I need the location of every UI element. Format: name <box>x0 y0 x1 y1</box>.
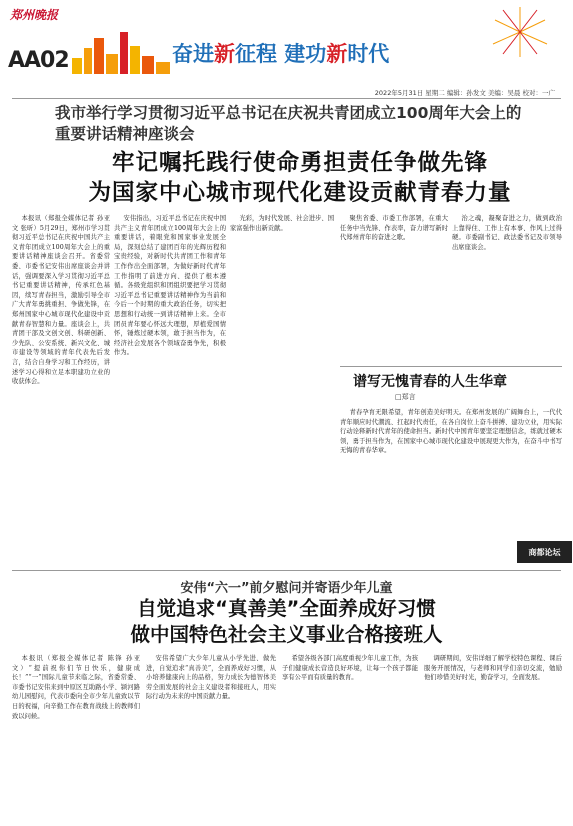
banner-slogan: 奋进新征程 建功新时代 <box>172 42 390 66</box>
lead-column-3: 光彩，为时代发展、社会进步、国家富强作出新贡献。 <box>230 215 334 232</box>
commentary-body: 青春孕育无限希望，青年创造美好明天。在郑州发展的广阔舞台上，一代代青年顺应时代潮流、扛起时代责任，在各自岗位上奋斗拼搏、建功立业，用实际行动诠释新时代青年的使命担当。新时代中国青年要坚定理想信念，练就过硬本领，勇于担当作为，在国家中心城市现代化建设中展现更大作为，在奋斗中书写无悔的青春华章。 <box>340 409 562 455</box>
second-kicker: 安伟“六一”前夕慰问并寄语少年儿童 <box>180 581 393 596</box>
city-skyline-icon <box>72 28 172 74</box>
divider <box>12 98 561 99</box>
commentary-author: □郑言 <box>395 393 416 401</box>
commentary-title: 谱写无愧青春的人生华章 <box>353 374 507 390</box>
page-number: AA02 <box>8 48 69 73</box>
divider <box>12 570 561 571</box>
lead-headline-line2: 为国家中心城市现代化建设贡献青春力量 <box>88 180 512 206</box>
dateline: 2022年5月31日 星期二 编辑：孙发文 美编：吴晨 校对：一广 <box>374 89 555 97</box>
second-column-1: 本报讯（郑报全媒体记者 陈锋 孙亚文）“提前祝你们节日快乐，健康成长！”“一”国际儿童节来临之际，省委常委、市委书记安伟来到中原区互助路小学、颍河路幼儿园慰问，代表市委向全市少年儿童致以节日的祝福，向辛勤工作在教育战线上的教师们致以问候。 <box>12 655 140 720</box>
second-column-3: 希望各级各部门高度重视少年儿童工作，为孩子们健康成长营造良好环境，让每一个孩子都能享有公平而有质量的教育。 <box>282 655 418 682</box>
second-column-4: 调研期间，安伟详细了解学校特色课程、课后服务开展情况，与老师和同学们亲切交流，勉励他们珍惜美好时光，勤奋学习，全面发展。 <box>424 655 562 682</box>
lead-column-5: 治之魂，凝聚奋进之力，做到政治上靠得住、工作上有本事、作风上过得硬。市委副书记、政法委书记及市领导出席座谈会。 <box>452 215 562 251</box>
lead-headline <box>55 148 545 208</box>
masthead-banner <box>0 0 573 80</box>
second-headline-line1: 自觉追求“真善美”全面养成好习惯 <box>137 597 436 620</box>
second-column-2: 安伟希望广大少年儿童从小学先进、做先进，自觉追求“真善美”，全面养成好习惯，从小培养健康向上的品格，努力成长为德智体美劳全面发展的社会主义建设者和接班人，用实际行动为未来的中国贡献力量。 <box>146 655 276 701</box>
lead-column-2: 安伟指出，习近平总书记在庆祝中国共产主义青年团成立100周年大会上的重要讲话，着眼党和国家事业发展全局，深刻总结了建团百年的光辉历程和宝贵经验，对新时代共青团工作和青年工作作出全面部署，为做好新时代青年工作指明了前进方向、提供了根本遵循。各级党组织和团组织要把学习贯彻习近平总书记重要讲话精神作为当前和今后一个时期的重大政治任务，切实把思想和行动统一到讲话精神上来。全市团员青年要心怀远大理想，厚植爱国情怀，锤炼过硬本领，敢于担当作为，在经济社会发展各个领域奋勇争先，积极作为。 <box>114 215 226 357</box>
second-headline-line2: 做中国特色社会主义事业合格接班人 <box>130 623 443 646</box>
fireworks-icon <box>475 2 565 62</box>
newspaper-logo: 郑州晚报 <box>10 8 59 22</box>
divider <box>340 366 562 367</box>
commentary-label: 商都论坛 <box>517 541 572 563</box>
second-headline <box>40 596 533 648</box>
lead-column-4: 聚焦省委、市委工作部署，在重大任务中当先锋、作表率，奋力谱写新时代郑州青年的奋进之歌。 <box>340 215 448 242</box>
lead-headline-line1: 牢记嘱托践行使命勇担责任争做先锋 <box>111 150 488 176</box>
lead-column-1: 本报讯（郑报全媒体记者 孙亚文 张昕）5月29日，郑州市学习贯彻习近平总书记在庆祝中国共产主义青年团成立100周年大会上的重要讲话精神座谈会召开。省委常委、市委书记安伟出席座谈会并讲话，强调要深入学习贯彻习近平总书记重要讲话精神，传承红色基因，续写青春担当，激励引导全市广大青年勇挑重担、争做先锋，在郑州国家中心城市现代化建设中贡献青春智慧和力量。座谈会上，共青团干部及文创文创、科研创新、少先队、公安系统、新兴文化、城市建设等领域的青年代表先后发言，结合自身学习和工作经历，讲述学习心得和立足本职建功立业的收获体会。 <box>12 215 110 386</box>
lead-kicker: 我市举行学习贯彻习近平总书记在庆祝共青团成立100周年大会上的重要讲话精神座谈会 <box>55 104 522 143</box>
